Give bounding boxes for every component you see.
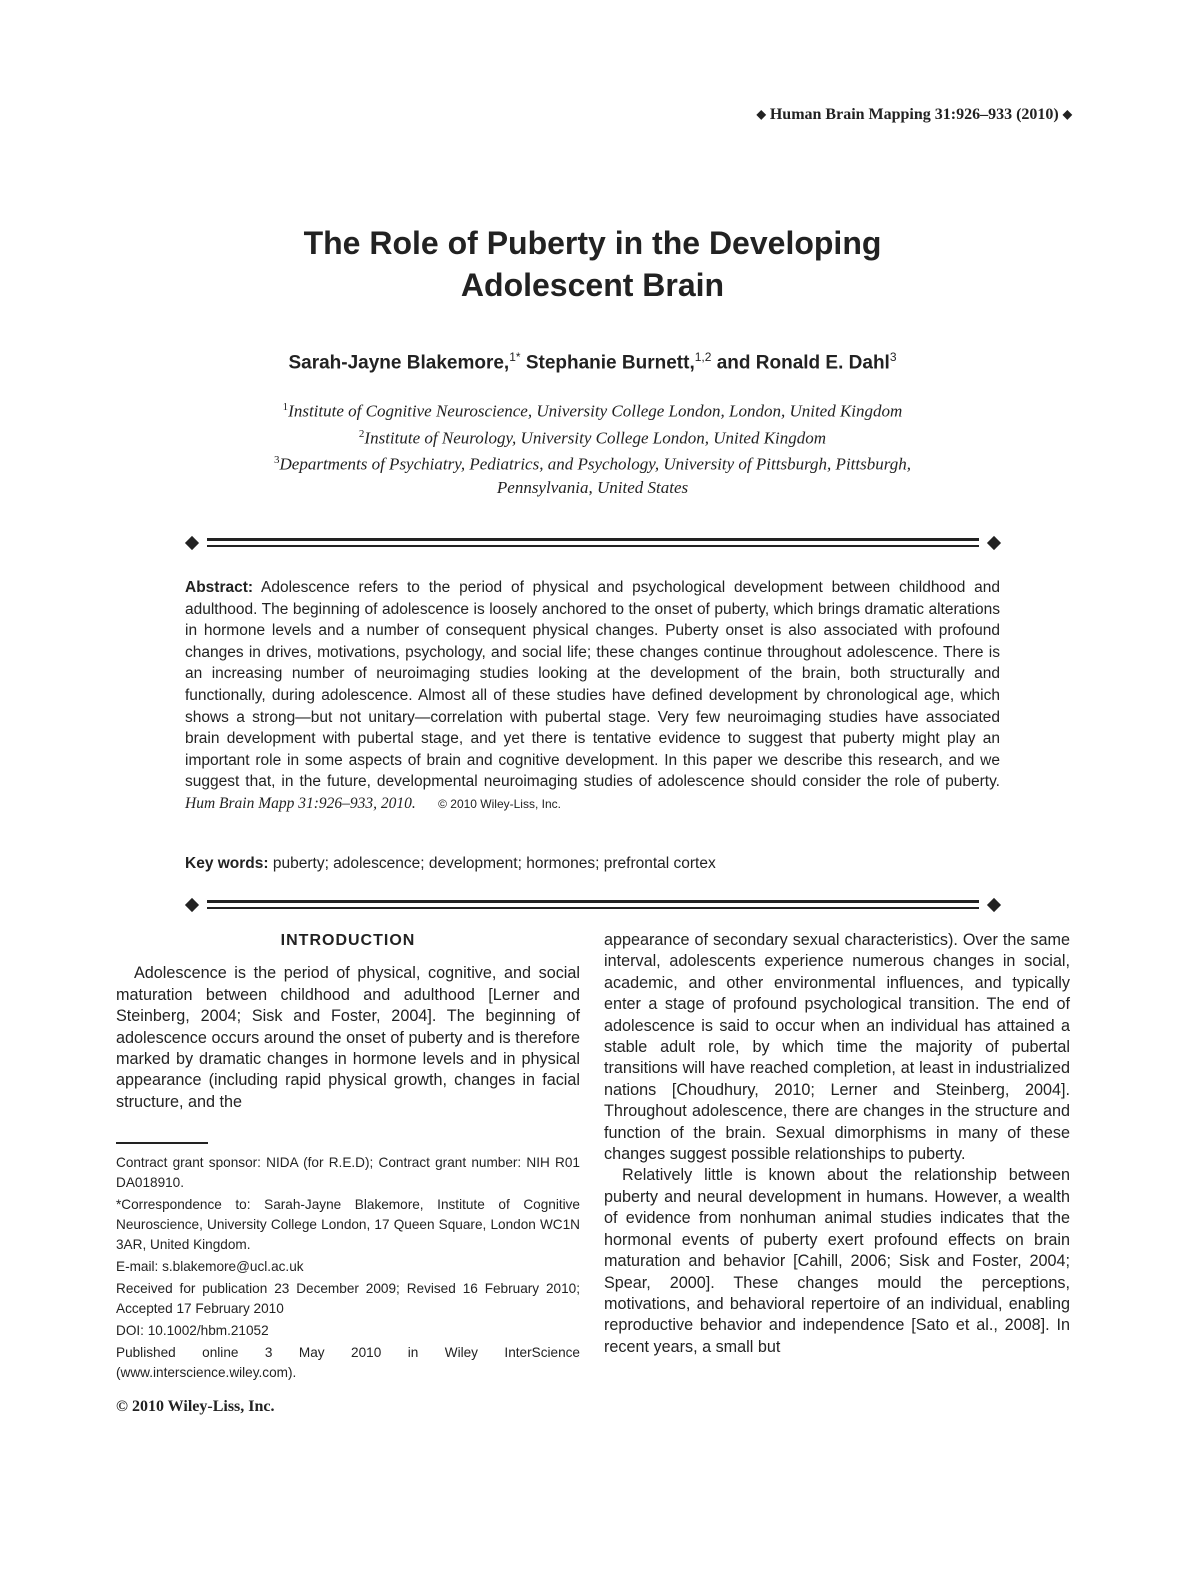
affiliation-text: Pennsylvania, United States <box>496 477 689 497</box>
author-2: Stephanie Burnett, <box>525 352 695 374</box>
footnote-rule <box>116 1142 208 1144</box>
keywords-label: Key words: <box>185 855 269 872</box>
author-3: Ronald E. Dahl <box>755 352 890 374</box>
right-column <box>604 930 1070 1358</box>
section-divider-bottom <box>183 898 1003 918</box>
diamond-icon: ◆ <box>1062 107 1072 121</box>
journal-header <box>757 106 1072 124</box>
divider-line <box>207 545 979 547</box>
keywords <box>185 855 1000 873</box>
left-column <box>116 930 580 1113</box>
author-list <box>0 350 1185 374</box>
section-heading: INTRODUCTION <box>280 932 416 949</box>
diamond-icon: ◆ <box>756 107 766 121</box>
author-2-marker: 1,2 <box>694 350 712 364</box>
diamond-icon <box>185 536 199 550</box>
divider-line <box>207 907 979 909</box>
author-1-marker: 1* <box>509 350 521 364</box>
author-3-marker: 3 <box>889 350 897 364</box>
affiliation-marker: 3 <box>274 454 280 467</box>
keywords-list: puberty; adolescence; development; hormones; prefrontal cortex <box>272 855 716 872</box>
abstract-label: Abstract: <box>185 579 254 596</box>
affiliation-2 <box>0 423 1185 450</box>
footnote-grant: Contract grant sponsor: NIDA (for R.E.D); Contract grant number: NIH R01 DA018910. <box>116 1155 580 1190</box>
footnote-published: Published online 3 May 2010 in Wiley InterScience (www.interscience.wiley.com). <box>116 1345 580 1380</box>
body-paragraph: appearance of secondary sexual characteristics). Over the same interval, adolescents experience numerous changes in social, academic, and other environmental influences, and typically enter a stage of profound psychological transition. The end of adolescence is said to occur when an individual has attained a stable adult role, by which time the majority of pubertal transitions will have reached completion, at least in industrialized nations [Choudhury, 2010; Lerner and Steinberg, 2004]. Throughout adolescence, there are changes in the structure and function of the brain. Sexual dimorphisms in many of these changes suggest possible relationships to puberty. <box>604 931 1070 1164</box>
diamond-icon <box>987 536 1001 550</box>
affiliation-1 <box>0 396 1185 423</box>
divider-line <box>207 900 979 903</box>
footnote-correspondence: *Correspondence to: Sarah-Jayne Blakemore, Institute of Cognitive Neuroscience, University College London, 17 Queen Square, London WC1N 3AR, United Kingdom. <box>116 1197 580 1252</box>
title-line-1: The Role of Puberty in the Developing <box>303 225 882 261</box>
divider-line <box>207 538 979 541</box>
abstract-body: Adolescence refers to the period of physical and psychological development between childhood and adulthood. The beginning of adolescence is loosely anchored to the onset of puberty, which brings dramatic alterations in hormone levels and a number of consequent physical changes. Puberty onset is also associated with profound changes in drives, motivations, psychology, and social life; these changes continue throughout adolescence. There is an increasing number of neuroimaging studies looking at the development of the brain, both structurally and functionally, during adolescence. Almost all of these studies have defined development by chronological age, which shows a strong—but not unitary—correlation with pubertal stage. Very few neuroimaging studies have associated brain development with pubertal stage, and yet there is tentative evidence to suggest that puberty might play an important role in some aspects of brain and cognitive development. In this paper we describe this research, and we suggest that, in the future, developmental neuroimaging studies of adolescence should consider the role of puberty. <box>185 579 1000 791</box>
abstract-citation: Hum Brain Mapp 31:926–933, 2010. <box>185 794 416 812</box>
section-divider-top <box>183 536 1003 556</box>
footer-copyright: © 2010 Wiley-Liss, Inc. <box>116 1398 275 1415</box>
abstract <box>185 577 1000 816</box>
affiliations <box>0 396 1185 499</box>
title-line-2: Adolescent Brain <box>460 267 725 303</box>
footnote-doi: DOI: 10.1002/hbm.21052 <box>116 1323 269 1338</box>
affiliation-text: Departments of Psychiatry, Pediatrics, and Psychology, University of Pittsburgh, Pittsburgh, <box>279 454 911 474</box>
diamond-icon <box>987 898 1001 912</box>
footnote-received: Received for publication 23 December 2009; Revised 16 February 2010; Accepted 17 February 2010 <box>116 1281 580 1316</box>
footnotes <box>116 1153 580 1385</box>
abstract-copyright: © 2010 Wiley-Liss, Inc. <box>438 796 561 811</box>
affiliation-3 <box>0 449 1185 476</box>
affiliation-text: Institute of Cognitive Neuroscience, University College London, London, United Kingdom <box>288 401 903 421</box>
affiliation-3-cont <box>0 476 1185 499</box>
body-paragraph: Relatively little is known about the relationship between puberty and neural development in humans. However, a wealth of evidence from nonhuman animal studies indicates that the hormonal events of puberty exert profound effects on brain maturation and behavior [Cahill, 2006; Sisk and Foster, 2004; Spear, 2000]. These changes mould the perceptions, motivations, and behavioral repertoire of an individual, enabling reproductive behavior and independence [Sato et al., 2008]. In recent years, a small but <box>604 1166 1070 1356</box>
body-paragraph: Adolescence is the period of physical, cognitive, and social maturation between childhood and adulthood [Lerner and Steinberg, 2004; Sisk and Foster, 2004]. The beginning of adolescence occurs around the onset of puberty and is therefore marked by dramatic changes in hormone levels and in physical appearance (including rapid physical growth, changes in facial structure, and the <box>116 964 580 1111</box>
journal-citation: Human Brain Mapping 31:926–933 (2010) <box>769 106 1059 123</box>
affiliation-text: Institute of Neurology, University College London, United Kingdom <box>364 428 827 448</box>
paper-title <box>0 222 1185 306</box>
author-1: Sarah-Jayne Blakemore, <box>288 352 510 374</box>
footnote-email: E-mail: s.blakemore@ucl.ac.uk <box>116 1259 304 1274</box>
affiliation-marker: 1 <box>282 401 289 413</box>
affiliation-marker: 2 <box>358 427 365 440</box>
diamond-icon <box>185 898 199 912</box>
author-conjunction: and <box>716 352 751 374</box>
